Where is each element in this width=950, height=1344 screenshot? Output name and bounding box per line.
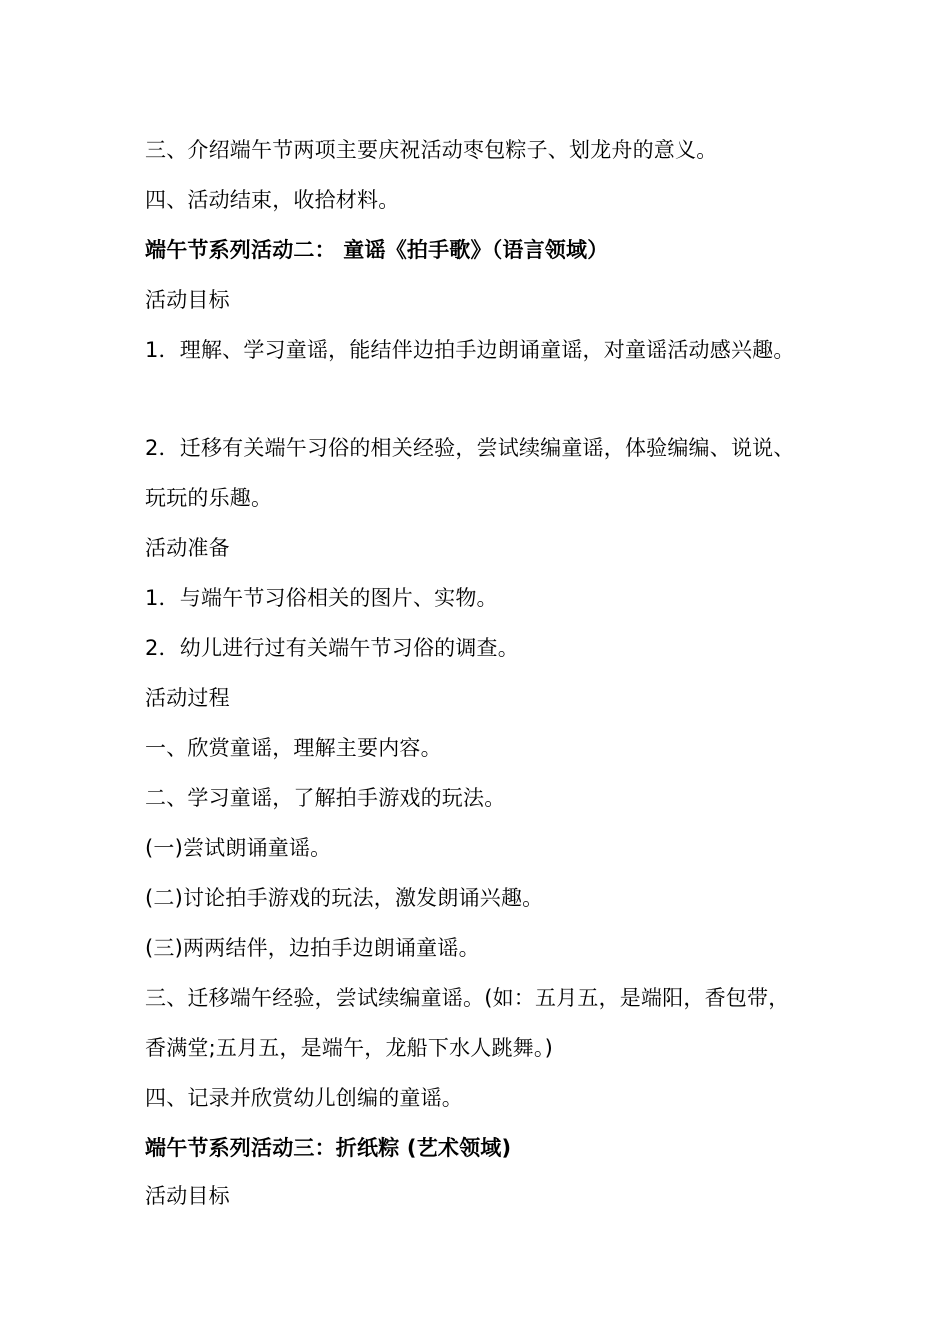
subheading-activity-goals: 活动目标 bbox=[145, 288, 230, 312]
process-step-3-line-1: 三、迁移端午经验，尝试续编童谣。(如：五月五，是端阳，香包带， bbox=[145, 986, 790, 1010]
process-substep-3: (三)两两结伴，边拍手边朗诵童谣。 bbox=[145, 936, 480, 960]
process-step-4: 四、记录并欣赏幼儿创编的童谣。 bbox=[145, 1086, 463, 1110]
preparation-item-2: 2．幼儿进行过有关端午节习俗的调查。 bbox=[145, 636, 519, 660]
section-heading-activity-3: 端午节系列活动三：折纸粽 (艺术领域) bbox=[145, 1136, 512, 1160]
process-step-3-line-2: 香满堂;五月五，是端午，龙船下水人跳舞。) bbox=[145, 1036, 553, 1060]
paragraph-step-3: 三、介绍端午节两项主要庆祝活动枣包粽子、划龙舟的意义。 bbox=[145, 138, 718, 162]
subheading-activity-preparation: 活动准备 bbox=[145, 536, 230, 560]
process-step-1: 一、欣赏童谣，理解主要内容。 bbox=[145, 736, 442, 760]
goal-item-2-line-2: 玩玩的乐趣。 bbox=[145, 486, 273, 510]
section-heading-activity-2: 端午节系列活动二： 童谣《拍手歌》（语言领域） bbox=[145, 238, 609, 262]
subheading-activity-goals-3: 活动目标 bbox=[145, 1184, 230, 1208]
goal-item-1: 1．理解、学习童谣，能结伴边拍手边朗诵童谣，对童谣活动感兴趣。 bbox=[145, 338, 795, 362]
process-substep-2: (二)讨论拍手游戏的玩法，激发朗诵兴趣。 bbox=[145, 886, 544, 910]
paragraph-step-4: 四、活动结束，收拾材料。 bbox=[145, 188, 400, 212]
goal-item-2-line-1: 2．迁移有关端午习俗的相关经验，尝试续编童谣，体验编编、说说、 bbox=[145, 436, 795, 460]
process-substep-1: (一)尝试朗诵童谣。 bbox=[145, 836, 332, 860]
process-step-2: 二、学习童谣，了解拍手游戏的玩法。 bbox=[145, 786, 506, 810]
preparation-item-1: 1．与端午节习俗相关的图片、实物。 bbox=[145, 586, 498, 610]
subheading-activity-process: 活动过程 bbox=[145, 686, 230, 710]
